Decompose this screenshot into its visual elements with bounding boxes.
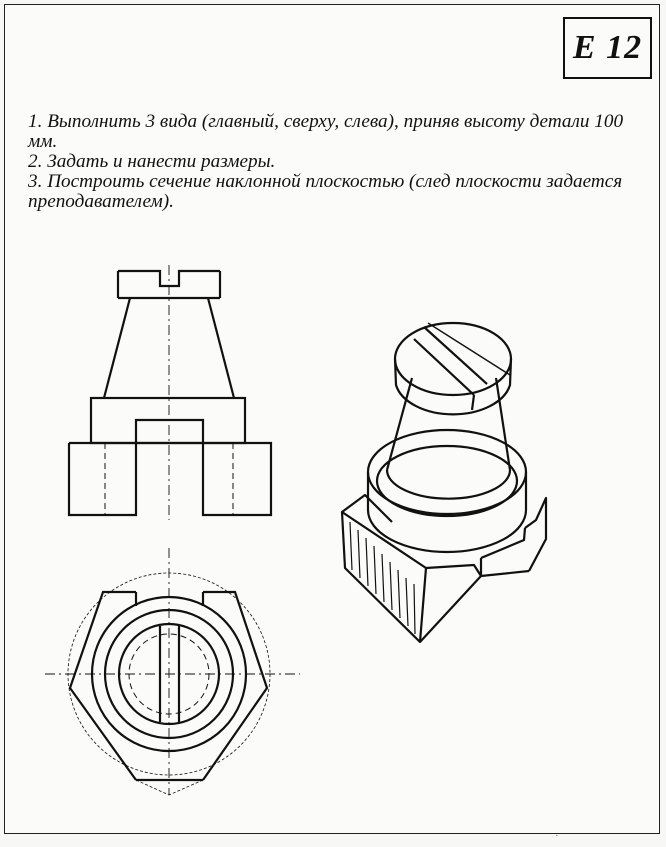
sheet-code: Е 12 <box>572 29 643 66</box>
task-item-1: 1. Выполнить 3 вида (главный, сверху, слева), приняв высоту детали 100 мм. <box>28 111 628 152</box>
scan-mark: · <box>555 830 559 842</box>
task-item-2: 2. Задать и нанести размеры. <box>28 151 276 172</box>
sheet-code-badge <box>563 17 652 79</box>
task-item-3: 3. Построить сечение наклонной плоскостью (след плоскости задается преподавателем). <box>28 171 627 212</box>
task-list <box>28 112 653 212</box>
